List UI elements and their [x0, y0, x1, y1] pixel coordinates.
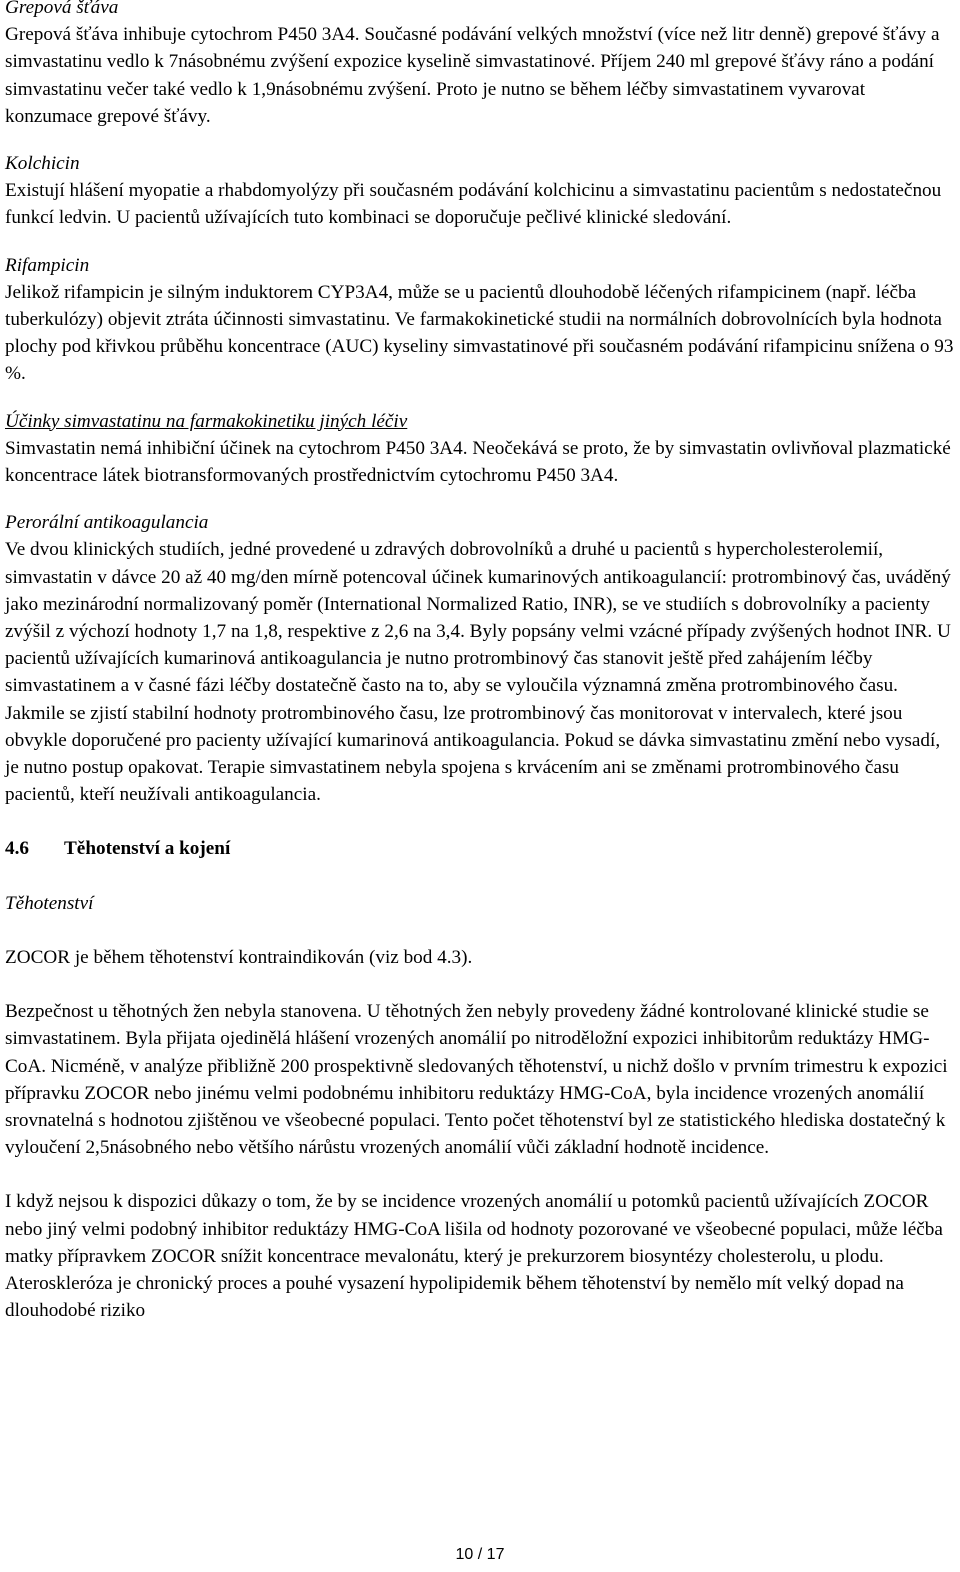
- section-title: Těhotenství a kojení: [64, 838, 231, 860]
- heading-pregnancy: Těhotenství: [5, 892, 94, 914]
- paragraph-effects: Simvastatin nemá inhibiční účinek na cytochrom P450 3A4. Neočekává se proto, že by simvastatin ovlivňoval plazmatické koncentrace látek biotransformovaných prostřednictvím cytochromu P450 3A4.: [5, 437, 951, 487]
- heading-effects: Účinky simvastatinu na farmakokinetiku jiných léčiv: [5, 410, 408, 432]
- heading-anticoagulants: Perorální antikoagulancia: [5, 512, 209, 534]
- spacer: [5, 863, 957, 890]
- spacer: [5, 808, 957, 835]
- paragraph-rifampicin: Jelikož rifampicin je silným induktorem CYP3A4, může se u pacientů dlouhodobě léčených rifampicinem (např. léčba tuberkulózy) objevit ztráta účinnosti simvastatinu. Ve farmakokinetické studii na normálních dobrovolnících byla hodnota plochy pod křivkou průběhu koncentrace (AUC) kyseliny simvastatinové při současném podávání rifampicinu snížena o 93 %.: [5, 281, 954, 385]
- spacer: [5, 130, 957, 150]
- heading-grapefruit: Grepová šťáva: [5, 0, 119, 18]
- paragraph-anticoagulants: Ve dvou klinických studiích, jedné provedené u zdravých dobrovolníků a druhé u pacientů s hypercholesterolemií, simvastatin v dávce 20 až 40 mg/den mírně potencoval účinek kumarinových antikoagulancií: protrombinový čas, uváděný jako mezinárodní normalizovaný poměr (International Normalized Ratio, INR), se ve studiích s dobrovolníky a pacienty zvýšil z výchozí hodnoty 1,7 na 1,8, respektive z 2,6 na 3,4. Byly popsány velmi vzácné případy zvýšených hodnot INR. U pacientů užívajících kumarinová antikoagulancia je nutno protrombinový čas stanovit ještě před zahájením léčby simvastatinem a v časné fázi léčby dostatečně často na to, aby se vyloučila významná změna protrombinového času. Jakmile se zjistí stabilní hodnoty protrombinového času, lze protrombinový čas monitorovat v intervalech, které jsou obvykle doporučené pro pacienty užívající kumarinová antikoagulancia. Pokud se dávka simvastatinu změní nebo vysadí, je nutno postup opakovat. Terapie simvastatinem nebyla spojena s krvácením ani se změnami protrombinového času pacientů, kteří neužívali antikoagulancia.: [5, 539, 951, 806]
- spacer: [5, 489, 957, 509]
- section-heading-4-6: [5, 835, 957, 862]
- spacer: [5, 388, 957, 408]
- document-page: [5, 0, 957, 1324]
- paragraph-grapefruit: Grepová šťáva inhibuje cytochrom P450 3A4. Současné podávání velkých množství (více než litr denně) grepové šťávy a simvastatinu vedlo k 7násobnému zvýšení expozice kyselině simvastatinové. Příjem 240 ml grepové šťávy ráno a podání simvastatinu večer také vedlo k 1,9násobnému zvýšení. Proto je nutno se během léčby simvastatinem vyvarovat konzumace grepové šťávy.: [5, 24, 940, 127]
- heading-colchicine: Kolchicin: [5, 153, 80, 175]
- spacer: [5, 232, 957, 252]
- spacer: [5, 917, 957, 944]
- spacer: [5, 971, 957, 998]
- paragraph-colchicine: Existují hlášení myopatie a rhabdomyolýzy při současném podávání kolchicinu a simvastatinu pacientům s nedostatečnou funkcí ledvin. U pacientů užívajících tuto kombinaci se doporučuje pečlivé klinické sledování.: [5, 180, 942, 229]
- spacer: [5, 1161, 957, 1188]
- section-number: 4.6: [5, 838, 29, 860]
- paragraph-pregnancy-evidence: I když nejsou k dispozici důkazy o tom, že by se incidence vrozených anomálií u potomků pacientů užívajících ZOCOR nebo jiný velmi podobný inhibitor reduktázy HMG-CoA lišila od hodnoty pozorované ve všeobecné populaci, může léčba matky přípravkem ZOCOR snížit koncentrace mevalonátu, který je prekurzorem biosyntézy cholesterolu, u plodu. Ateroskleróza je chronický proces a pouhé vysazení hypolipidemik během těhotenství by nemělo mít velký dopad na dlouhodobé riziko: [5, 1191, 943, 1322]
- page-number: 10 / 17: [455, 1546, 505, 1563]
- paragraph-pregnancy-safety: Bezpečnost u těhotných žen nebyla stanovena. U těhotných žen nebyly provedeny žádné kontrolované klinické studie se simvastatinem. Byla přijata ojedinělá hlášení vrozených anomálií po nitroděložní expozici inhibitorům reduktázy HMG-CoA. Nicméně, v analýze přibližně 200 prospektivně sledovaných těhotenství, u nichž došlo v prvním trimestru k expozici přípravku ZOCOR nebo jinému velmi podobnému inhibitoru reduktázy HMG-CoA, byla incidence vrozených anomálií srovnatelná s hodnotou zjištěnou ve všeobecné populaci. Tento počet těhotenství byl ze statistického hlediska dostatečný k vyloučení 2,5násobného nebo většího nárůstu vrozených anomálií vůči základní hodnotě incidence.: [5, 1001, 948, 1159]
- paragraph-pregnancy-contraindication: ZOCOR je během těhotenství kontraindikován (viz bod 4.3).: [5, 946, 473, 968]
- heading-rifampicin: Rifampicin: [5, 254, 90, 276]
